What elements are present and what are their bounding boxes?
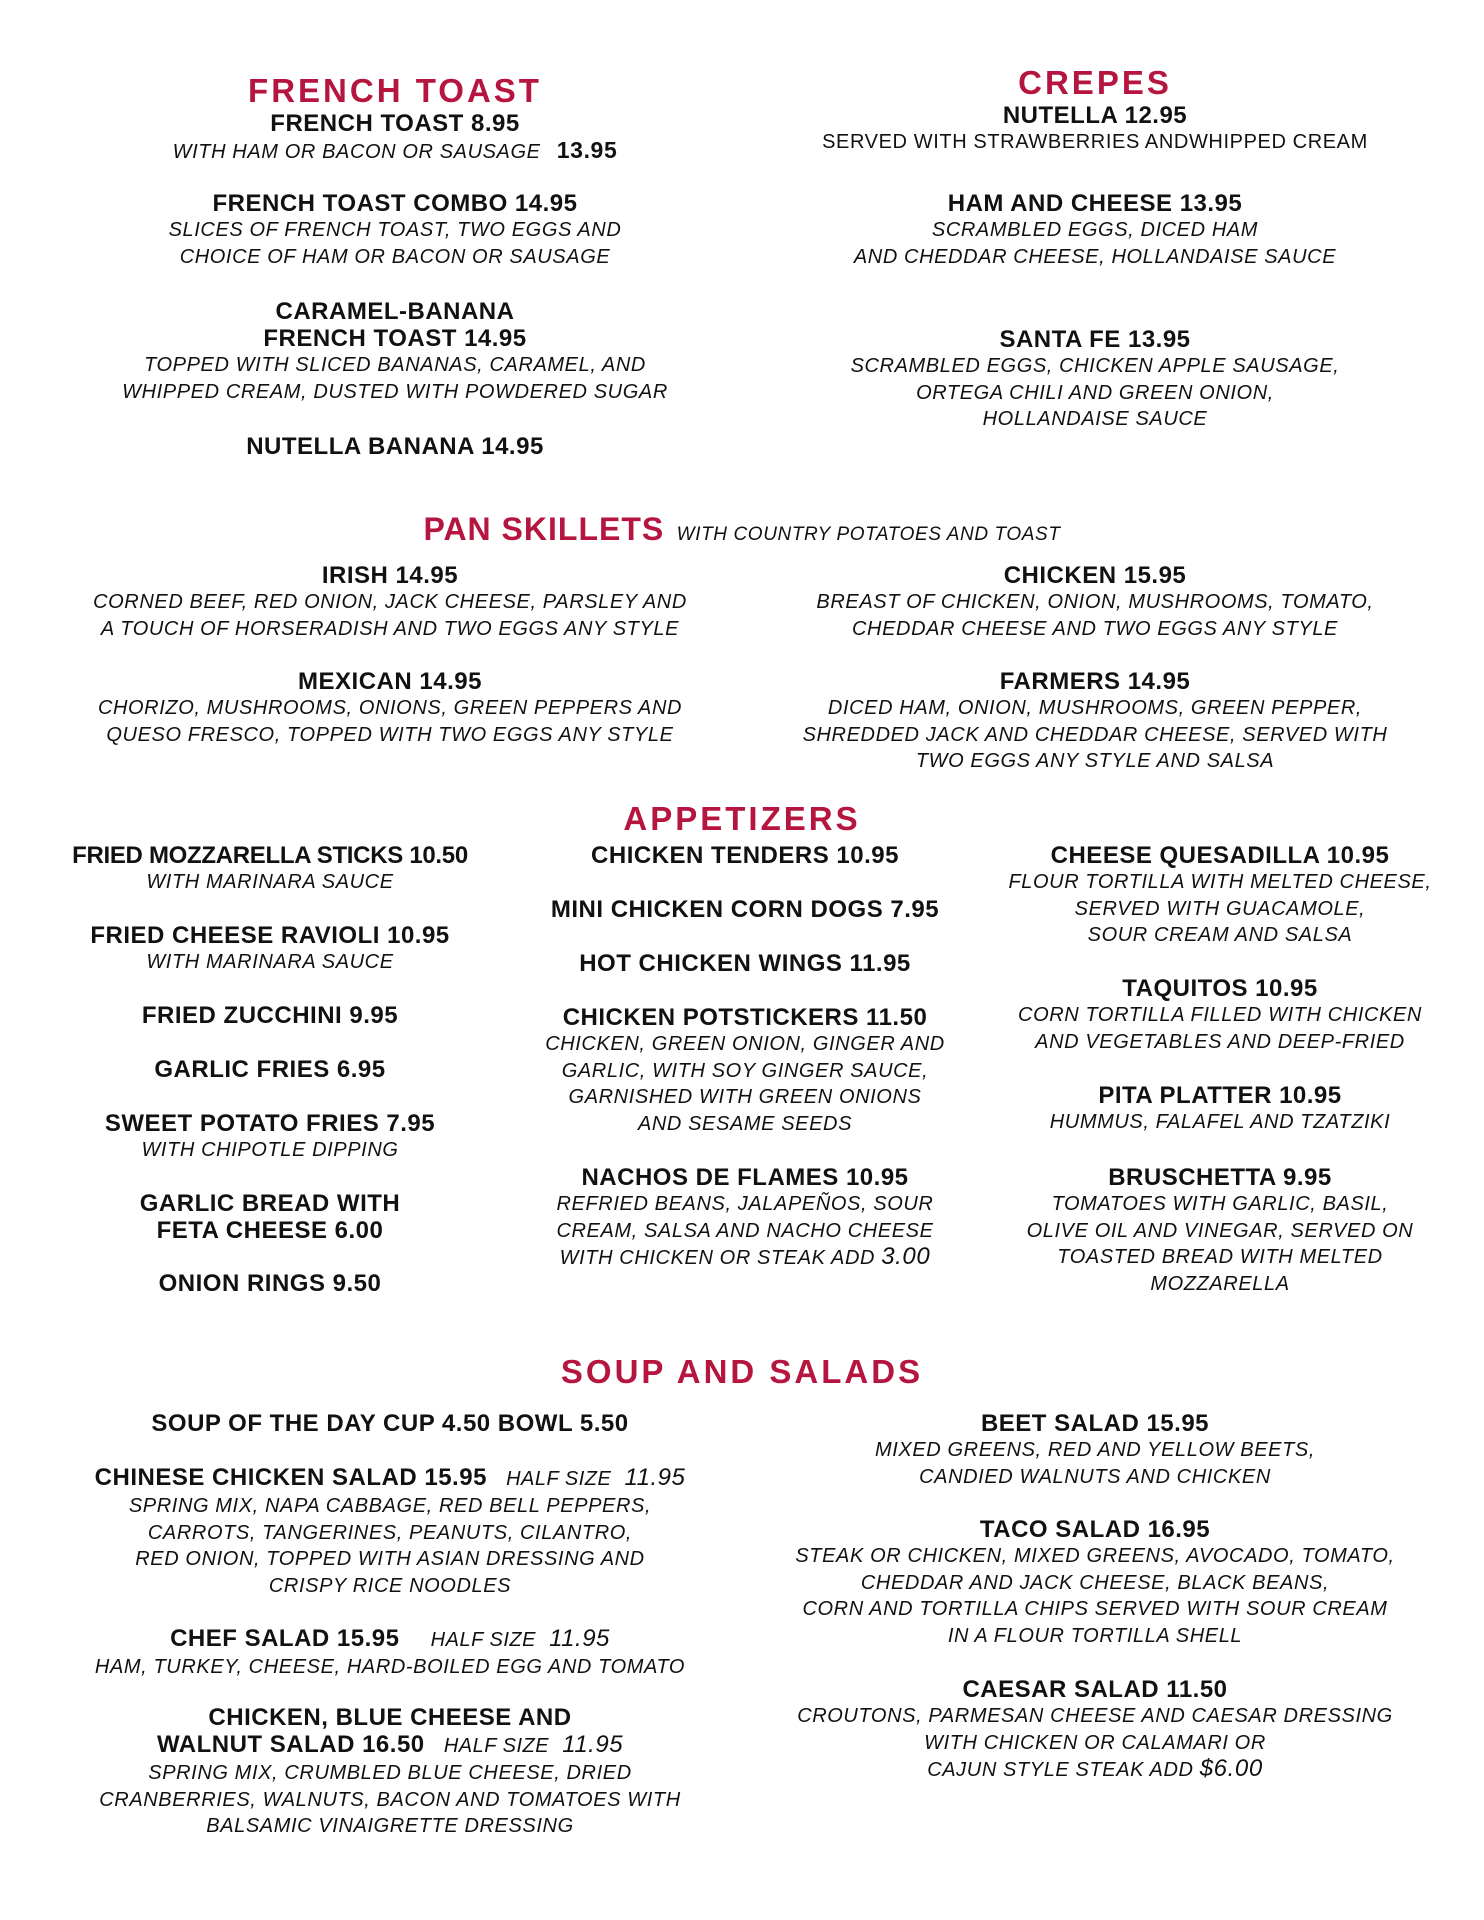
menu-item-description: A TOUCH OF HORSERADISH AND TWO EGGS ANY STYLE xyxy=(100,617,680,640)
menu-item-title: NUTELLA 12.95 xyxy=(1002,102,1188,129)
menu-item-description: CHORIZO, MUSHROOMS, ONIONS, GREEN PEPPERS AND xyxy=(97,697,683,719)
menu-item-title: SOUP OF THE DAY CUP 4.50 BOWL 5.50 xyxy=(151,1410,629,1437)
menu-item-title: FRENCH TOAST COMBO 14.95 xyxy=(212,190,578,217)
menu-item-description: DICED HAM, ONION, MUSHROOMS, GREEN PEPPER, xyxy=(827,697,1363,719)
french-toast-section xyxy=(60,72,730,166)
menu-item-description: CHEDDAR AND JACK CHEESE, BLACK BEANS, xyxy=(860,1571,1330,1594)
menu-item-title: CAESAR SALAD 11.50 xyxy=(962,1676,1228,1703)
menu-item xyxy=(20,842,520,896)
menu-item xyxy=(60,190,730,270)
menu-item-description: RED ONION, TOPPED WITH ASIAN DRESSING AND xyxy=(135,1548,645,1570)
menu-item-title: CHEF SALAD 15.95 xyxy=(170,1625,400,1652)
menu-item xyxy=(980,1082,1460,1136)
menu-item-description: WITH MARINARA SAUCE xyxy=(146,951,394,973)
menu-item-price: $6.00 xyxy=(1199,1755,1263,1782)
menu-item-title: BEET SALAD 15.95 xyxy=(980,1410,1210,1437)
menu-item xyxy=(750,1676,1440,1784)
menu-item-title: TAQUITOS 10.95 xyxy=(1122,975,1318,1002)
menu-item-title: FARMERS 14.95 xyxy=(999,668,1191,695)
menu-item-description: MOZZARELLA xyxy=(1150,1272,1290,1295)
menu-item xyxy=(505,1164,985,1272)
menu-item-description: CRANBERRIES, WALNUTS, BACON AND TOMATOES WITH xyxy=(99,1788,681,1811)
menu-item xyxy=(750,562,1440,642)
menu-item-price: 13.95 xyxy=(556,137,618,163)
menu-item-description-text: WITH HAM OR BACON OR SAUSAGE xyxy=(172,141,541,163)
menu-item-title: NUTELLA BANANA 14.95 xyxy=(246,433,544,460)
menu-item-description: SCRAMBLED EGGS, DICED HAM xyxy=(931,219,1259,241)
menu-item-title: FRENCH TOAST 14.95 xyxy=(263,325,527,352)
menu-item xyxy=(40,1704,740,1840)
menu-item-title: CHICKEN 15.95 xyxy=(1003,562,1187,589)
menu-item-description: REFRIED BEANS, JALAPEÑOS, SOUR xyxy=(556,1193,934,1215)
menu-item-description: SPRING MIX, CRUMBLED BLUE CHEESE, DRIED xyxy=(148,1762,632,1784)
menu-item-description: SERVED WITH GUACAMOLE, xyxy=(1074,897,1366,920)
menu-item-title: CHICKEN, BLUE CHEESE AND xyxy=(208,1704,572,1731)
menu-item-description-text: CAJUN STYLE STEAK ADD xyxy=(927,1759,1194,1781)
menu-item-title: MEXICAN 14.95 xyxy=(298,668,482,695)
half-size-price: 11.95 xyxy=(562,1731,624,1758)
menu-item xyxy=(40,1625,740,1681)
menu-item-title: CHINESE CHICKEN SALAD 15.95 xyxy=(94,1464,487,1491)
menu-item-title-row xyxy=(40,1731,740,1760)
menu-item-description: CORNED BEEF, RED ONION, JACK CHEESE, PARSLEY AND xyxy=(93,591,687,613)
menu-item-description xyxy=(505,1244,985,1272)
half-size-label: HALF SIZE xyxy=(430,1629,536,1651)
menu-item-description: SCRAMBLED EGGS, CHICKEN APPLE SAUSAGE, xyxy=(850,355,1340,377)
half-size-price: 11.95 xyxy=(549,1625,610,1652)
menu-item xyxy=(60,433,730,460)
menu-item-title: MINI CHICKEN CORN DOGS 7.95 xyxy=(550,896,940,923)
menu-item-title: IRISH 14.95 xyxy=(321,562,459,589)
menu-item-title: BRUSCHETTA 9.95 xyxy=(1108,1164,1332,1191)
menu-item-description: BREAST OF CHICKEN, ONION, MUSHROOMS, TOMATO, xyxy=(816,591,1374,613)
menu-item xyxy=(750,1410,1440,1490)
menu-item-description: WITH CHICKEN OR CALAMARI OR xyxy=(924,1731,1266,1754)
menu-item xyxy=(20,1190,520,1244)
menu-item-description: SLICES OF FRENCH TOAST, TWO EGGS AND xyxy=(168,219,622,241)
menu-item-description: CHICKEN, GREEN ONION, GINGER AND xyxy=(545,1033,945,1055)
half-size-label: HALF SIZE xyxy=(506,1468,612,1490)
menu-item xyxy=(750,190,1440,270)
menu-item xyxy=(40,562,740,642)
menu-item-description: STEAK OR CHICKEN, MIXED GREENS, AVOCADO, TOMATO, xyxy=(795,1545,1395,1567)
menu-item-title: SWEET POTATO FRIES 7.95 xyxy=(104,1110,436,1137)
menu-item-title-row xyxy=(40,1625,740,1654)
menu-item-description: ORTEGA CHILI AND GREEN ONION, xyxy=(916,381,1274,404)
menu-item xyxy=(20,1110,520,1164)
menu-item-description xyxy=(750,1756,1440,1784)
menu-item-description: CHOICE OF HAM OR BACON OR SAUSAGE xyxy=(179,245,611,268)
menu-item xyxy=(40,668,740,748)
menu-item-title: WALNUT SALAD 16.50 xyxy=(156,1731,425,1758)
menu-item-description: WITH CHIPOTLE DIPPING xyxy=(141,1139,399,1161)
soup-salads-header xyxy=(0,1353,1484,1391)
half-size-price: 11.95 xyxy=(624,1464,686,1491)
menu-item-description: HUMMUS, FALAFEL AND TZATZIKI xyxy=(1049,1111,1391,1133)
menu-item-description: FLOUR TORTILLA WITH MELTED CHEESE, xyxy=(1008,871,1432,893)
menu-item-title: CHEESE QUESADILLA 10.95 xyxy=(1050,842,1390,869)
menu-item xyxy=(505,842,985,869)
menu-item-description: IN A FLOUR TORTILLA SHELL xyxy=(947,1624,1243,1647)
menu-item-description: SPRING MIX, NAPA CABBAGE, RED BELL PEPPERS, xyxy=(128,1495,652,1517)
menu-item-description: TWO EGGS ANY STYLE AND SALSA xyxy=(915,750,1275,772)
menu-item-title: CHICKEN POTSTICKERS 11.50 xyxy=(562,1004,928,1031)
crepes-heading: CREPES xyxy=(1018,64,1172,101)
menu-item xyxy=(505,1004,985,1137)
menu-item-description: AND VEGETABLES AND DEEP-FRIED xyxy=(1035,1030,1405,1053)
menu-item xyxy=(20,922,520,976)
menu-item-description-text: WITH CHICKEN OR STEAK ADD xyxy=(559,1247,876,1269)
soup-salads-heading: SOUP AND SALADS xyxy=(560,1353,924,1390)
pan-skillets-heading: PAN SKILLETS xyxy=(423,511,665,547)
menu-item-description: QUESO FRESCO, TOPPED WITH TWO EGGS ANY STYLE xyxy=(106,723,674,746)
menu-item-description: WHIPPED CREAM, DUSTED WITH POWDERED SUGAR xyxy=(122,380,668,403)
menu-item-description: HOLLANDAISE SAUCE xyxy=(982,408,1208,430)
menu-item xyxy=(750,326,1440,433)
menu-item xyxy=(980,975,1460,1055)
menu-item xyxy=(505,896,985,923)
menu-item-description: WITH MARINARA SAUCE xyxy=(146,871,394,893)
menu-item-title: FETA CHEESE 6.00 xyxy=(156,1217,384,1244)
menu-item xyxy=(750,668,1440,775)
menu-item xyxy=(40,1410,740,1437)
menu-item-title: NACHOS DE FLAMES 10.95 xyxy=(581,1164,909,1191)
appetizers-heading: APPETIZERS xyxy=(623,800,861,837)
menu-item-description: HAM, TURKEY, CHEESE, HARD-BOILED EGG AND TOMATO xyxy=(94,1656,686,1678)
menu-item-description: AND SESAME SEEDS xyxy=(637,1112,853,1135)
pan-skillets-subheading: WITH COUNTRY POTATOES AND TOAST xyxy=(676,524,1061,545)
menu-item-title: FRENCH TOAST 8.95 xyxy=(270,110,520,137)
menu-item-title: GARLIC BREAD WITH xyxy=(139,1190,401,1217)
menu-item-description: GARLIC, WITH SOY GINGER SAUCE, xyxy=(561,1059,929,1082)
menu-item-description: SHREDDED JACK AND CHEDDAR CHEESE, SERVED WITH xyxy=(802,723,1388,746)
menu-item-description: CRISPY RICE NOODLES xyxy=(268,1574,512,1597)
menu-item-title: CHICKEN TENDERS 10.95 xyxy=(591,842,899,869)
pan-skillets-header xyxy=(0,510,1484,549)
crepes-section xyxy=(750,64,1440,156)
menu-item xyxy=(20,1002,520,1029)
menu-item xyxy=(60,298,730,405)
menu-item-title: FRIED ZUCCHINI 9.95 xyxy=(141,1002,399,1029)
menu-item xyxy=(20,1056,520,1083)
appetizers-header xyxy=(0,800,1484,838)
menu-item-title-row xyxy=(40,1464,740,1493)
menu-item-description: CROUTONS, PARMESAN CHEESE AND CAESAR DRESSING xyxy=(797,1705,1393,1727)
menu-item-description: TOASTED BREAD WITH MELTED xyxy=(1057,1246,1383,1268)
menu-item-title: SANTA FE 13.95 xyxy=(999,326,1191,353)
menu-item-description xyxy=(60,137,730,166)
menu-item-description: CHEDDAR CHEESE AND TWO EGGS ANY STYLE xyxy=(852,617,1338,640)
menu-item-title: TACO SALAD 16.95 xyxy=(979,1516,1211,1543)
menu-item-description: CREAM, SALSA AND NACHO CHEESE xyxy=(556,1219,934,1242)
menu-item xyxy=(505,950,985,977)
menu-item xyxy=(980,842,1460,949)
menu-item xyxy=(980,1164,1460,1297)
menu-item xyxy=(20,1270,520,1297)
menu-item-description: SERVED WITH STRAWBERRIES ANDWHIPPED CREAM xyxy=(822,131,1368,153)
menu-item-title: HAM AND CHEESE 13.95 xyxy=(947,190,1243,217)
menu-item-title: HOT CHICKEN WINGS 11.95 xyxy=(579,950,911,977)
menu-item-title: FRIED CHEESE RAVIOLI 10.95 xyxy=(90,922,450,949)
menu-item-description: CARROTS, TANGERINES, PEANUTS, CILANTRO, xyxy=(147,1521,633,1544)
menu-item-description: TOMATOES WITH GARLIC, BASIL, xyxy=(1051,1193,1389,1215)
menu-item-description: SOUR CREAM AND SALSA xyxy=(1087,924,1353,946)
menu-item-title: PITA PLATTER 10.95 xyxy=(1098,1082,1342,1109)
menu-item-description: CORN TORTILLA FILLED WITH CHICKEN xyxy=(1018,1004,1422,1026)
menu-item-price: 3.00 xyxy=(881,1243,931,1270)
menu-item-description: OLIVE OIL AND VINEGAR, SERVED ON xyxy=(1026,1219,1414,1242)
menu-item-description: CANDIED WALNUTS AND CHICKEN xyxy=(919,1465,1271,1488)
menu-item-description: MIXED GREENS, RED AND YELLOW BEETS, xyxy=(875,1439,1315,1461)
menu-item-title: FRIED MOZZARELLA STICKS 10.50 xyxy=(72,842,468,869)
menu-item-description: AND CHEDDAR CHEESE, HOLLANDAISE SAUCE xyxy=(853,245,1337,268)
menu-item-description: BALSAMIC VINAIGRETTE DRESSING xyxy=(206,1815,574,1837)
half-size-label: HALF SIZE xyxy=(443,1735,550,1757)
menu-item-description: GARNISHED WITH GREEN ONIONS xyxy=(568,1086,922,1108)
menu-item xyxy=(750,1516,1440,1649)
menu-item-title: CARAMEL-BANANA xyxy=(275,298,515,325)
menu-item xyxy=(40,1464,740,1599)
french-toast-heading: FRENCH TOAST xyxy=(248,72,542,109)
menu-item-title: ONION RINGS 9.50 xyxy=(158,1270,382,1297)
menu-item-description: TOPPED WITH SLICED BANANAS, CARAMEL, AND xyxy=(144,354,646,376)
menu-item-title: GARLIC FRIES 6.95 xyxy=(154,1056,386,1083)
menu-item-description: CORN AND TORTILLA CHIPS SERVED WITH SOUR CREAM xyxy=(802,1598,1388,1620)
